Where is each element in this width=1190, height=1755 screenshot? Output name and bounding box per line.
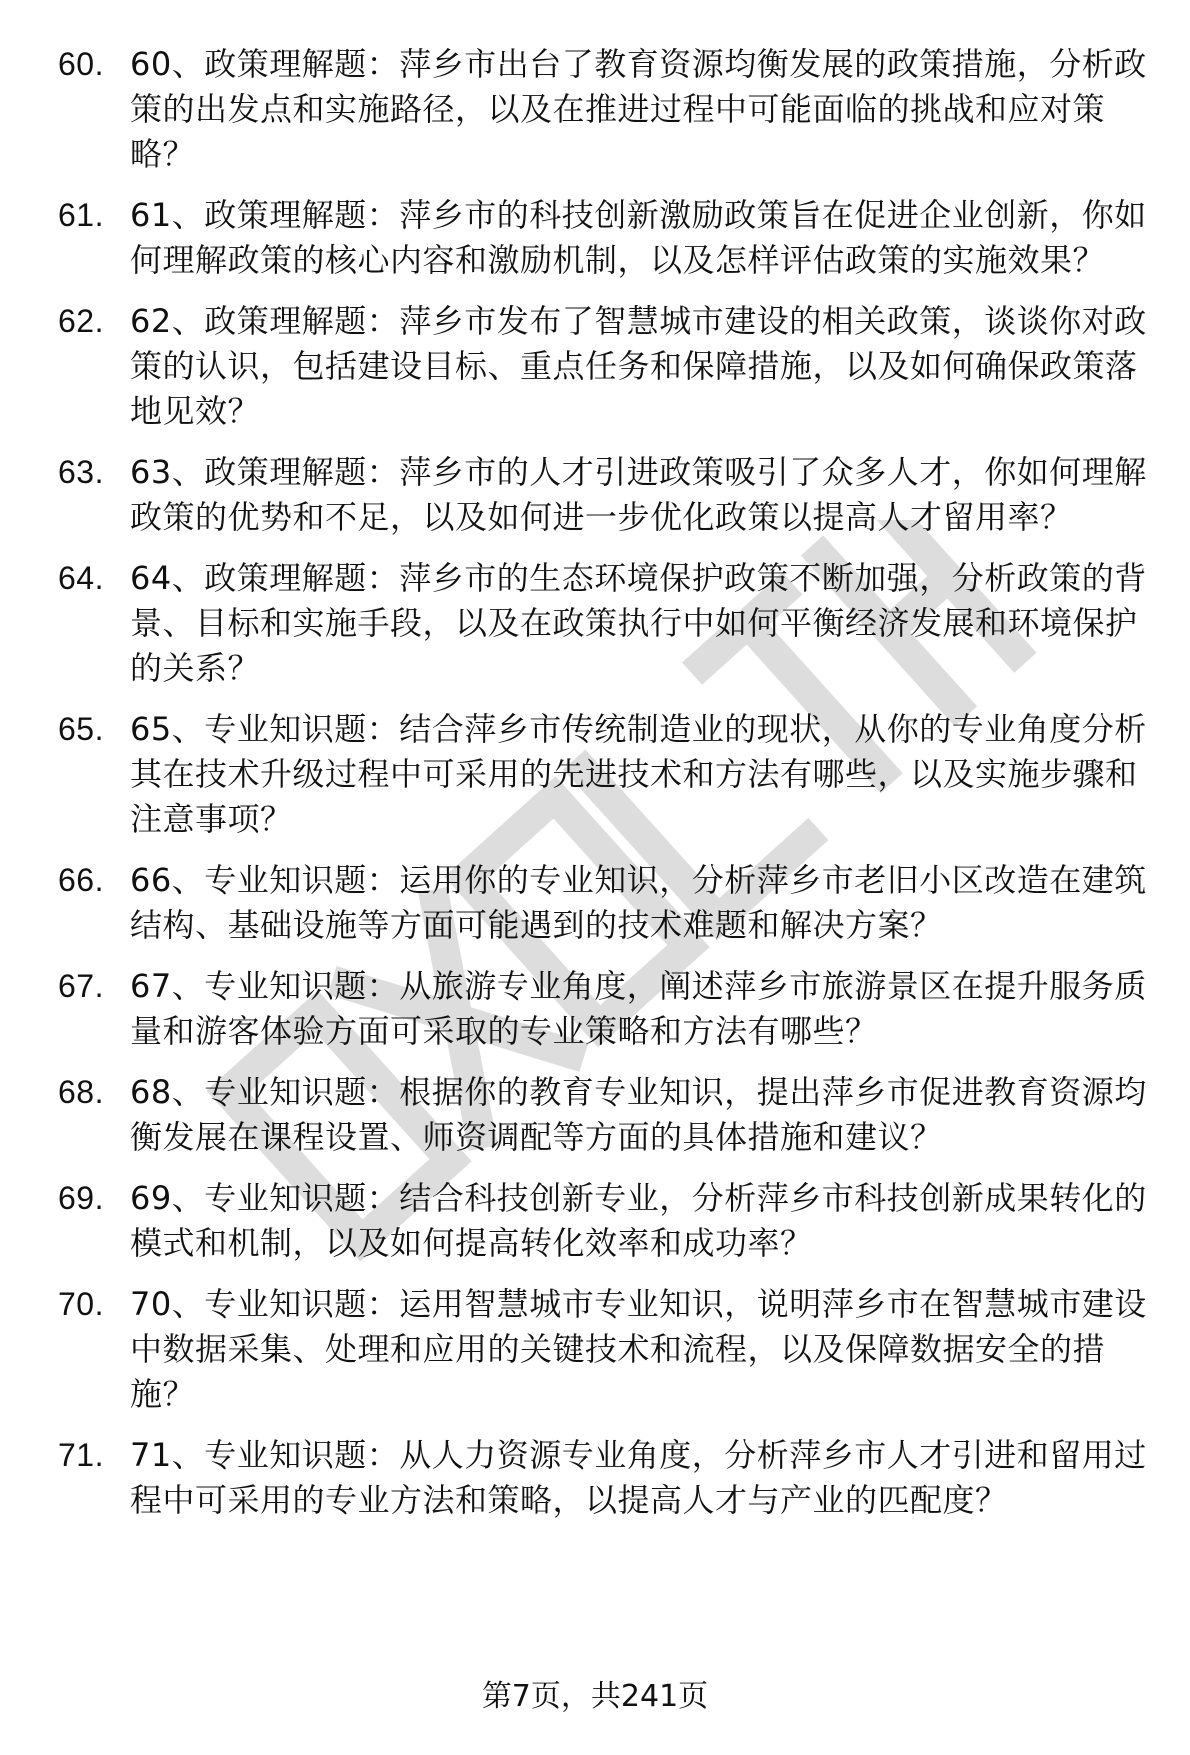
question-number: 60. (58, 46, 104, 82)
question-item (0, 1282, 1190, 1417)
question-item (0, 964, 1190, 1054)
question-item (0, 1070, 1190, 1160)
page-footer: 第7页，共241页 (481, 1679, 709, 1714)
question-number: 62. (58, 303, 104, 339)
question-item (0, 299, 1190, 434)
question-text: 71、专业知识题：从人力资源专业角度，分析萍乡市人才引进和留用过程中可采用的专业方法和策略，以提高人才与产业的匹配度？ (130, 1436, 1147, 1519)
question-list (0, 42, 1190, 1539)
question-text: 64、政策理解题：萍乡市的生态环境保护政策不断加强，分析政策的背景、目标和实施手段，以及在政策执行中如何平衡经济发展和环境保护的关系？ (130, 559, 1147, 687)
question-item (0, 858, 1190, 948)
question-item (0, 707, 1190, 842)
question-text: 65、专业知识题：结合萍乡市传统制造业的现状，从你的专业角度分析其在技术升级过程中可采用的先进技术和方法有哪些，以及实施步骤和注意事项？ (130, 710, 1147, 838)
question-number: 66. (58, 862, 104, 898)
question-text: 67、专业知识题：从旅游专业角度，阐述萍乡市旅游景区在提升服务质量和游客体验方面可采取的专业策略和方法有哪些？ (130, 967, 1147, 1050)
question-item (0, 1176, 1190, 1266)
question-text: 68、专业知识题：根据你的教育专业知识，提出萍乡市促进教育资源均衡发展在课程设置、师资调配等方面的具体措施和建议？ (130, 1073, 1147, 1156)
question-number: 71. (58, 1437, 104, 1473)
question-item (0, 556, 1190, 691)
question-item (0, 42, 1190, 177)
question-number: 68. (58, 1074, 104, 1110)
question-text: 61、政策理解题：萍乡市的科技创新激励政策旨在促进企业创新，你如何理解政策的核心内容和激励机制，以及怎样评估政策的实施效果？ (130, 196, 1147, 279)
question-number: 69. (58, 1180, 104, 1216)
question-text: 69、专业知识题：结合科技创新专业，分析萍乡市科技创新成果转化的模式和机制，以及如何提高转化效率和成功率？ (130, 1179, 1147, 1262)
question-item (0, 1433, 1190, 1523)
question-item (0, 450, 1190, 540)
question-number: 67. (58, 968, 104, 1004)
question-text: 66、专业知识题：运用你的专业知识，分析萍乡市老旧小区改造在建筑结构、基础设施等方面可能遇到的技术难题和解决方案？ (130, 861, 1147, 944)
question-text: 70、专业知识题：运用智慧城市专业知识，说明萍乡市在智慧城市建设中数据采集、处理和应用的关键技术和流程，以及保障数据安全的措施？ (130, 1285, 1147, 1413)
question-text: 62、政策理解题：萍乡市发布了智慧城市建设的相关政策，谈谈你对政策的认识，包括建设目标、重点任务和保障措施，以及如何确保政策落地见效？ (130, 302, 1147, 430)
question-text: 63、政策理解题：萍乡市的人才引进政策吸引了众多人才，你如何理解政策的优势和不足，以及如何进一步优化政策以提高人才留用率？ (130, 453, 1147, 536)
question-number: 61. (58, 197, 104, 233)
question-item (0, 193, 1190, 283)
question-text: 60、政策理解题：萍乡市出台了教育资源均衡发展的政策措施，分析政策的出发点和实施路径，以及在推进过程中可能面临的挑战和应对策略？ (130, 45, 1147, 173)
question-number: 64. (58, 560, 104, 596)
question-number: 65. (58, 711, 104, 747)
question-number: 63. (58, 454, 104, 490)
question-number: 70. (58, 1286, 104, 1322)
